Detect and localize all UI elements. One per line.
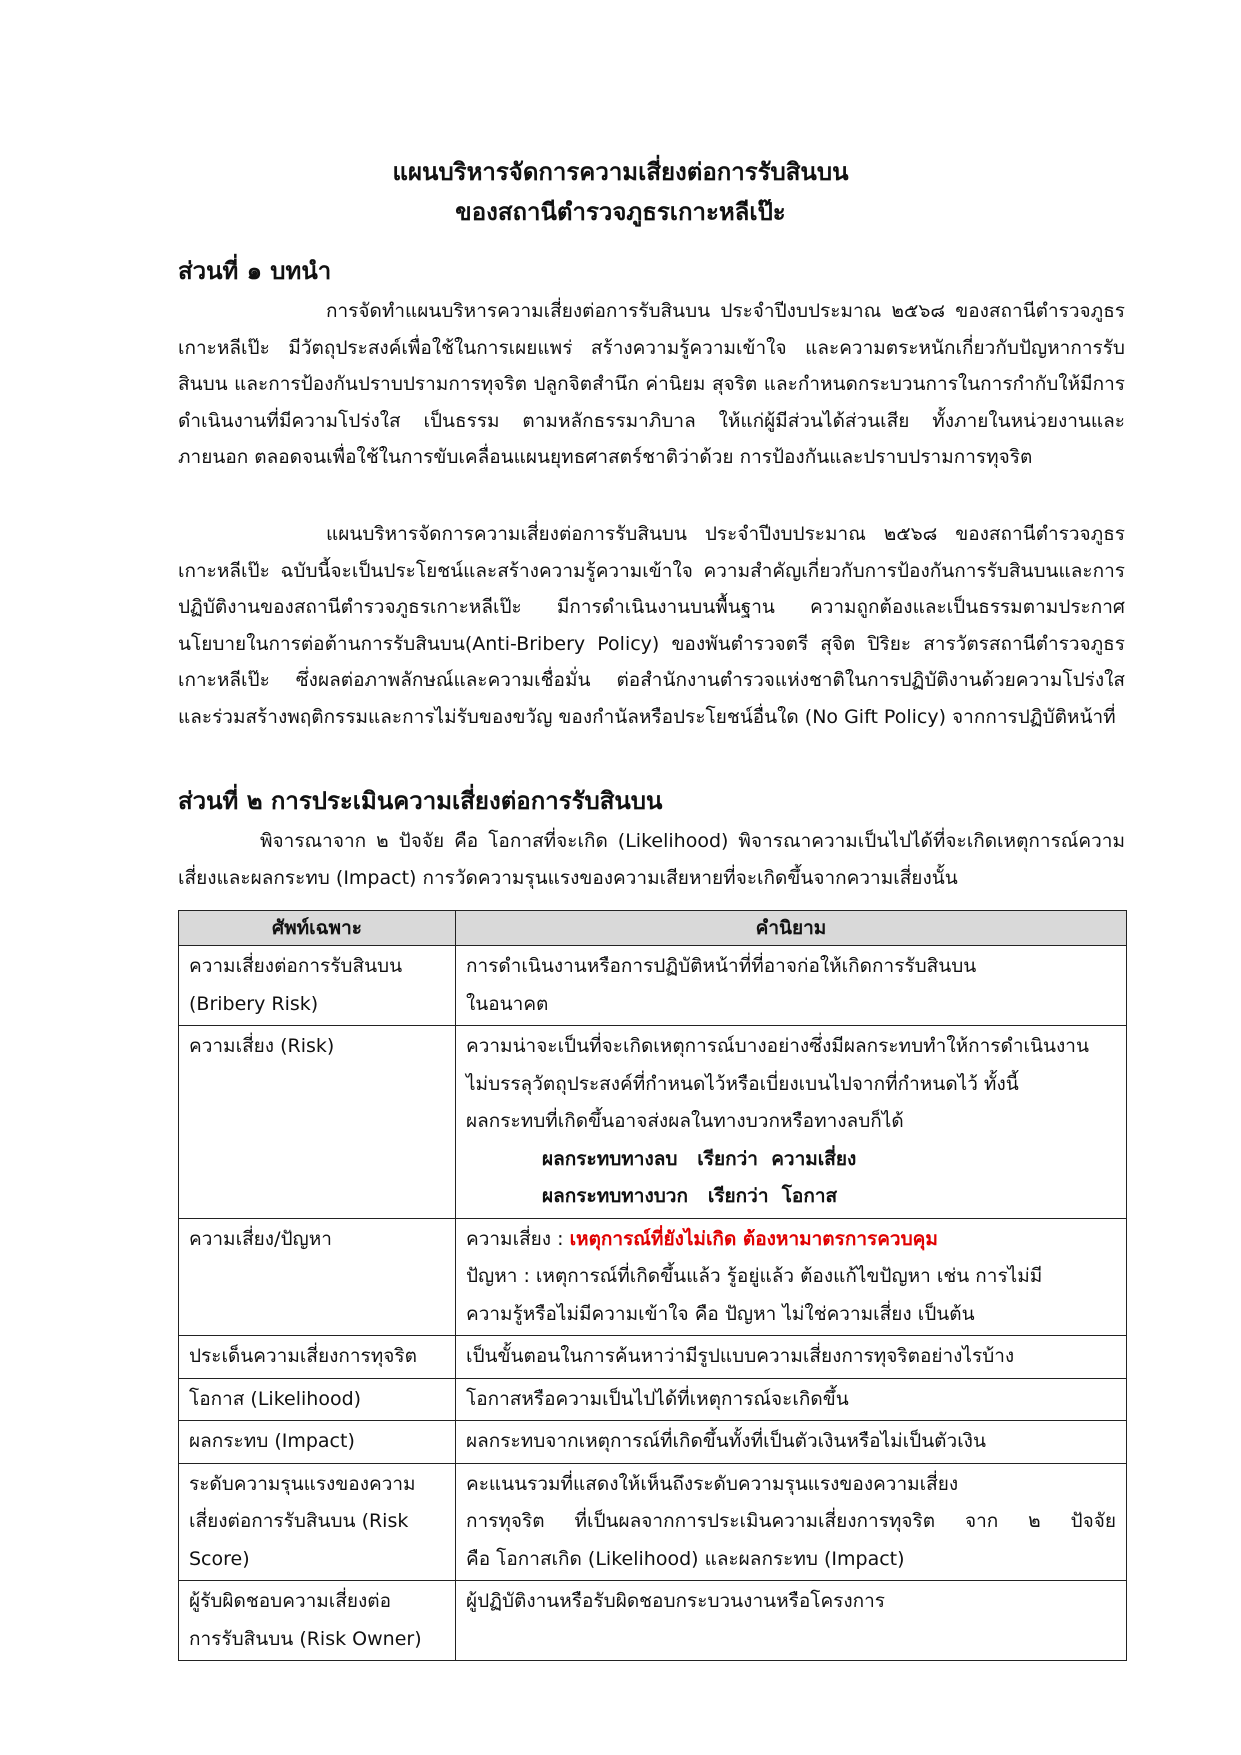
term-cell [179,1378,456,1421]
term-cell [179,1026,456,1219]
definition-line: ความน่าจะเป็นที่จะเกิดเหตุการณ์บางอย่างซึ่งมีผลกระทบทำให้การดำเนินงาน [466,1035,1089,1057]
definition-line: ผลกระทบจากเหตุการณ์ที่เกิดขึ้นทั้งที่เป็นตัวเงินหรือไม่เป็นตัวเงิน [466,1430,986,1452]
term-cell [179,1421,456,1464]
definition-line: ไม่บรรลุวัตถุประสงค์ที่กำหนดไว้หรือเบี่ยงเบนไปจากที่กำหนดไว้ ทั้งนี้ [466,1072,1019,1095]
term-line: ความเสี่ยง/ปัญหา [189,1227,332,1250]
definition-line: เป็นขั้นตอนในการค้นหาว่ามีรูปแบบความเสี่ยงการทุจริตอย่างไรบ้าง [466,1345,1015,1367]
definition-line: การทุจริต ที่เป็นผลจากการประเมินความเสี่ยงการทุจริต จาก ๒ ปัจจัย [466,1510,1116,1532]
definition-sub-negative: ผลกระทบทางลบ เรียกว่า ความเสี่ยง [542,1147,857,1170]
term-line: ระดับความรุนแรงของความ [189,1472,416,1495]
table-row [179,1026,1127,1219]
definition-cell [456,1421,1127,1464]
definitions-table [178,910,1127,1661]
table-row [179,1463,1127,1581]
document-title-line2: ของสถานีตำรวจภูธรเกาะหลีเป๊ะ [455,198,786,226]
table-header-row [179,911,1127,946]
definition-cell [456,1218,1127,1336]
definition-cell [456,1336,1127,1379]
definition-cell [456,1581,1127,1661]
term-line: ความเสี่ยง (Risk) [189,1035,335,1057]
term-line: ผลกระทบ (Impact) [189,1430,355,1452]
term-cell [179,1336,456,1379]
term-line: Score) [189,1547,250,1570]
definition-cell [456,946,1127,1026]
section2-heading: ส่วนที่ ๒ การประเมินความเสี่ยงต่อการรับสินบน [178,787,663,815]
definition-risk-line [466,1221,1116,1259]
definition-line: ผู้ปฏิบัติงานหรือรับผิดชอบกระบวนงานหรือโครงการ [466,1590,886,1612]
table-row [179,946,1127,1026]
definition-line: ในอนาคต [466,992,549,1015]
section1-heading: ส่วนที่ ๑ บทนำ [178,257,332,285]
definition-risk-prefix: ความเสี่ยง : [466,1227,570,1250]
term-cell [179,946,456,1026]
term-cell [179,1581,456,1661]
term-line: โอกาส (Likelihood) [189,1387,362,1410]
section1-paragraph1: การจัดทำแผนบริหารความเสี่ยงต่อการรับสินบน ประจำปีงบประมาณ ๒๕๖๘ ของสถานีตำรวจภูธรเกาะหลีเป๊ะ มีวัตถุประสงค์เพื่อใช้ในการเผยแพร่ สร้างความรู้ความเข้าใจ และความตระหนักเกี่ยวกับปัญหาการรับสินบน และการป้องกันปราบปรามการทุจริต ปลูกจิตสำนึก ค่านิยม สุจริต และกำหนดกระบวนการในการกำกับให้มีการดำเนินงานที่มีความโปร่งใส เป็นธรรม ตามหลักธรรมาภิบาล ให้แก่ผู้มีส่วนได้ส่วนเสีย ทั้งภายในหน่วยงานและภายนอก ตลอดจนเพื่อใช้ในการขับเคลื่อนแผนยุทธศาสตร์ชาติว่าด้วย การป้องกันและปราบปรามการทุจริต [178,300,1125,469]
definition-line: คะแนนรวมที่แสดงให้เห็นถึงระดับความรุนแรงของความเสี่ยง [466,1472,959,1495]
definition-sub-positive: ผลกระทบทางบวก เรียกว่า โอกาส [542,1185,838,1207]
section2-paragraph1: พิจารณาจาก ๒ ปัจจัย คือ โอกาสที่จะเกิด (Likelihood) พิจารณาความเป็นไปได้ที่จะเกิดเหตุการณ์ความเสี่ยงและผลกระทบ (Impact) การวัดความรุนแรงของความเสียหายที่จะเกิดขึ้นจากความเสี่ยงนั้น [178,830,1125,889]
table-row [179,1336,1127,1379]
term-line: ความเสี่ยงต่อการรับสินบน [189,955,403,977]
definition-risk-highlight: เหตุการณ์ที่ยังไม่เกิด ต้องหามาตรการควบคุม [569,1227,938,1250]
table-row [179,1421,1127,1464]
term-cell [179,1463,456,1581]
term-line: เสี่ยงต่อการรับสินบน (Risk [189,1510,409,1532]
definition-line: คือ โอกาสเกิด (Likelihood) และผลกระทบ (Impact) [466,1547,905,1570]
term-line: (Bribery Risk) [189,992,319,1015]
definition-cell [456,1463,1127,1581]
definition-line: การดำเนินงานหรือการปฏิบัติหน้าที่ที่อาจก่อให้เกิดการรับสินบน [466,955,977,977]
section1-paragraph2: แผนบริหารจัดการความเสี่ยงต่อการรับสินบน ประจำปีงบประมาณ ๒๕๖๘ ของสถานีตำรวจภูธรเกาะหลีเป๊ะ ฉบับนี้จะเป็นประโยชน์และสร้างความรู้ความเข้าใจ ความสำคัญเกี่ยวกับการป้องกันการรับสินบนและการปฏิบัติงานของสถานีตำรวจภูธรเกาะหลีเป๊ะ มีการดำเนินงานบนพื้นฐาน ความถูกต้องและเป็นธรรมตามประกาศนโยบายในการต่อต้านการรับสินบน(Anti-Bribery Policy) ของพันตำรวจตรี สุจิต ปิริยะ สารวัตรสถานีตำรวจภูธรเกาะหลีเป๊ะ ซึ่งผลต่อภาพลักษณ์และความเชื่อมั่น ต่อสำนักงานตำรวจแห่งชาติในการปฏิบัติงานด้วยความโปร่งใส และร่วมสร้างพฤติกรรมและการไม่รับของขวัญ ของกำนัลหรือประโยชน์อื่นใด (No Gift Policy) จากการปฏิบัติหน้าที่ [178,523,1125,728]
definition-line: ความรู้หรือไม่มีความเข้าใจ คือ ปัญหา ไม่ใช่ความเสี่ยง เป็นต้น [466,1302,975,1325]
table-row [179,1378,1127,1421]
term-line: ประเด็นความเสี่ยงการทุจริต [189,1345,417,1367]
term-line: การรับสินบน (Risk Owner) [189,1627,422,1650]
table-row [179,1581,1127,1661]
header-term: ศัพท์เฉพาะ [179,911,456,946]
table-row [179,1218,1127,1336]
term-line: ผู้รับผิดชอบความเสี่ยงต่อ [189,1590,392,1612]
document-title-line1: แผนบริหารจัดการความเสี่ยงต่อการรับสินบน [392,158,849,186]
definition-line: ผลกระทบที่เกิดขึ้นอาจส่งผลในทางบวกหรือทางลบก็ได้ [466,1110,904,1132]
definition-line: ปัญหา : เหตุการณ์ที่เกิดขึ้นแล้ว รู้อยู่แล้ว ต้องแก้ไขปัญหา เช่น การไม่มี [466,1265,1043,1287]
definition-cell [456,1378,1127,1421]
header-definition: คำนิยาม [456,911,1127,946]
term-cell [179,1218,456,1336]
definition-cell [456,1026,1127,1219]
definition-line: โอกาสหรือความเป็นไปได้ที่เหตุการณ์จะเกิดขึ้น [466,1387,849,1410]
